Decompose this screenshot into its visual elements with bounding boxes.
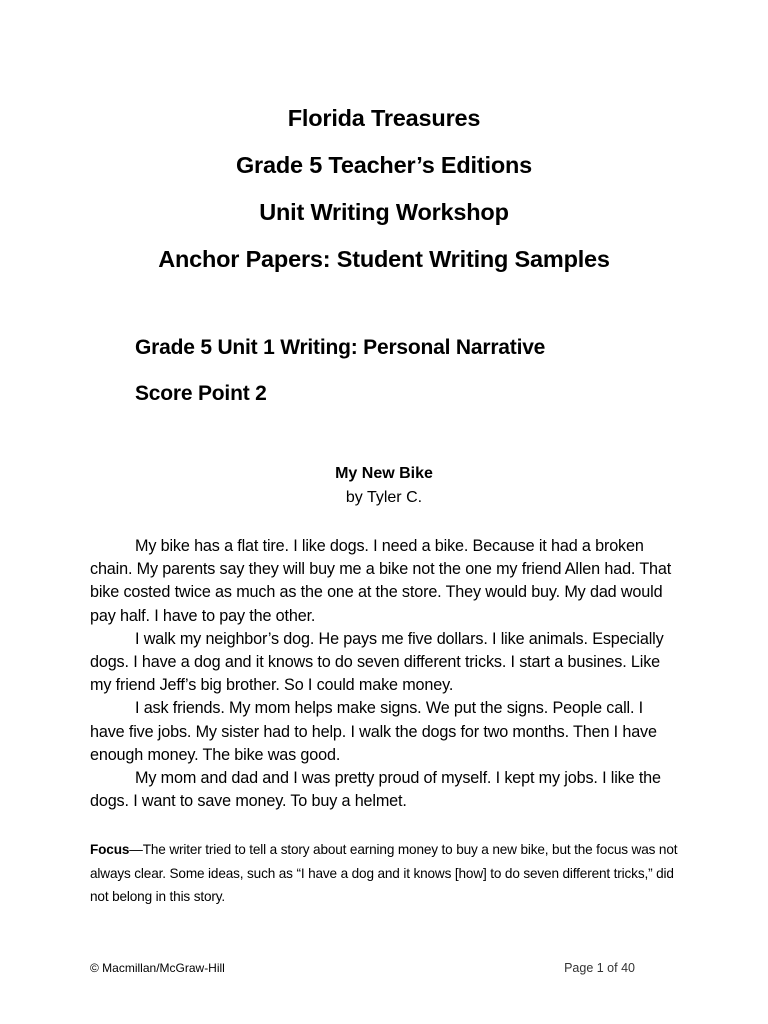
title-line: Florida Treasures: [287, 105, 481, 131]
story-paragraph: I ask friends. My mom helps make signs. We put the signs. People call. I have five jobs. My sister had to help. I walk the dogs for two months. Then I have enough money. The bike was good.: [90, 699, 657, 764]
title-line: Anchor Papers: Student Writing Samples: [158, 246, 610, 272]
title-line: Unit Writing Workshop: [259, 199, 509, 225]
commentary-note: [90, 838, 680, 909]
score-heading: Score Point 2: [135, 382, 267, 405]
commentary-label: Focus: [90, 842, 130, 857]
document-title-block: [0, 95, 768, 283]
title-line: Grade 5 Teacher’s Editions: [235, 152, 533, 178]
story-paragraph: I walk my neighbor’s dog. He pays me five dollars. I like animals. Especially dogs. I have a dog and it knows to do seven different tricks. I start a busines. Like my friend Jeff’s big brother. So I could make money.: [90, 629, 664, 695]
story-byline: by Tyler C.: [345, 489, 423, 506]
page-number: Page 1 of 40: [564, 961, 635, 975]
story-body: [90, 535, 678, 813]
copyright-notice: © Macmillan/McGraw-Hill: [90, 961, 225, 975]
story-title: My New Bike: [335, 465, 433, 482]
story-paragraph: My bike has a flat tire. I like dogs. I need a bike. Because it had a broken chain. My parents say they will buy me a bike not the one my friend Allen had. That bike costed twice as much as the one at the store. They would buy. My dad would pay half. I have to pay the other.: [90, 537, 672, 625]
commentary-text: —The writer tried to tell a story about earning money to buy a new bike, but the focus was not always clear. Some ideas, such as “I have a dog and it knows [how] to do seven different tricks,” did not belong in this story.: [90, 842, 678, 904]
unit-heading: Grade 5 Unit 1 Writing: Personal Narrative: [135, 336, 546, 359]
story-paragraph: My mom and dad and I was pretty proud of myself. I kept my jobs. I like the dogs. I want to save money. To buy a helmet.: [90, 769, 661, 811]
